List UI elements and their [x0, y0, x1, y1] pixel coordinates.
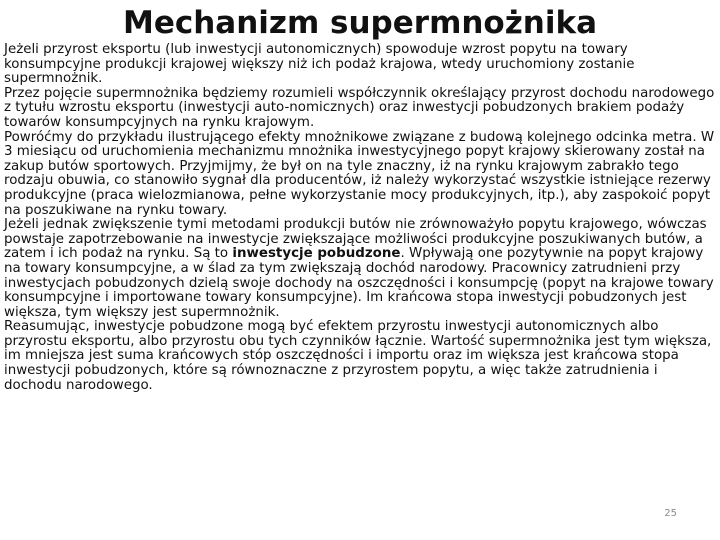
- paragraph-4-text-end: . Wpływają one pozytywnie na popyt krajowy na towary konsumpcyjne, a w ślad za tym zwiększają dochód narodowy. Pracownicy zatrudnieni przy inwestycjach pobudzonych dzielą swoje dochody na oszczędności i konsumpcję (popyt na krajowe towary konsumpcyjne i importowane towary konsumpcyjne). Im krańcowa stopa inwestycji pobudzonych jest większa, tym większy jest supermnożnik.: [4, 246, 714, 320]
- paragraph-1: Jeżeli przyrost eksportu (lub inwestycji autonomicznych) spowoduje wzrost popytu na towary konsumpcyjne produkcji krajowej większy niż ich podaż krajowa, wtedy uruchomiony zostanie supermnożnik.: [4, 42, 635, 87]
- term-inwestycje-pobudzone: inwestycje pobudzone: [232, 246, 401, 262]
- paragraph-2: Przez pojęcie supermnożnika będziemy rozumieli współczynnik określający przyrost dochodu narodowego z tytułu wzrostu eksportu (inwestycji auto-nomicznych) oraz inwestycji pobudzonych brakiem podaży towarów konsumpcyjnych na rynku krajowym.: [4, 85, 715, 130]
- slide-body: [4, 43, 716, 393]
- slide-title: Mechanizm supermnożnika: [122, 5, 598, 41]
- paragraph-4-text-start: Jeżeli jednak zwiększenie tymi metodami produkcji butów nie zrównoważyło popytu krajowego, wówczas powstaje zapotrzebowanie na inwestycje zwiększające możliwości produkcyjne poszukiwanych butów, a zatem i ich podaż na rynku. Są to: [4, 217, 707, 262]
- page-number: 25: [664, 508, 677, 519]
- paragraph-3: Powróćmy do przykładu ilustrującego efekty mnożnikowe związane z budową kolejnego odcinka metra. W 3 miesiącu od uruchomienia mechanizmu mnożnika inwestycyjnego popyt krajowy skierowany został na zakup butów sportowych. Przyjmijmy, że był on na tyle znaczny, iż na rynku krajowym zabrakło tego rodzaju obuwia, co stanowiło sygnał dla producentów, iż należy wykorzystać wszystkie istniejące rezerwy produkcyjne (praca wielozmianowa, pełne wykorzystanie mocy produkcyjnych, itp.), aby zaspokoić popyt na poszukiwane na rynku towary.: [4, 129, 715, 218]
- paragraph-5: Reasumując, inwestycje pobudzone mogą być efektem przyrostu inwestycji autonomicznych albo przyrostu eksportu, albo przyrostu obu tych czynników łącznie. Wartość supermnożnika jest tym większa, im mniejsza jest suma krańcowych stóp oszczędności i importu oraz im większa jest krańcowa stopa inwestycji pobudzonych, które są równoznaczne z przyrostem popytu, a więc także zatrudnienia i dochodu narodowego.: [4, 319, 712, 393]
- paragraph-4: [4, 218, 716, 320]
